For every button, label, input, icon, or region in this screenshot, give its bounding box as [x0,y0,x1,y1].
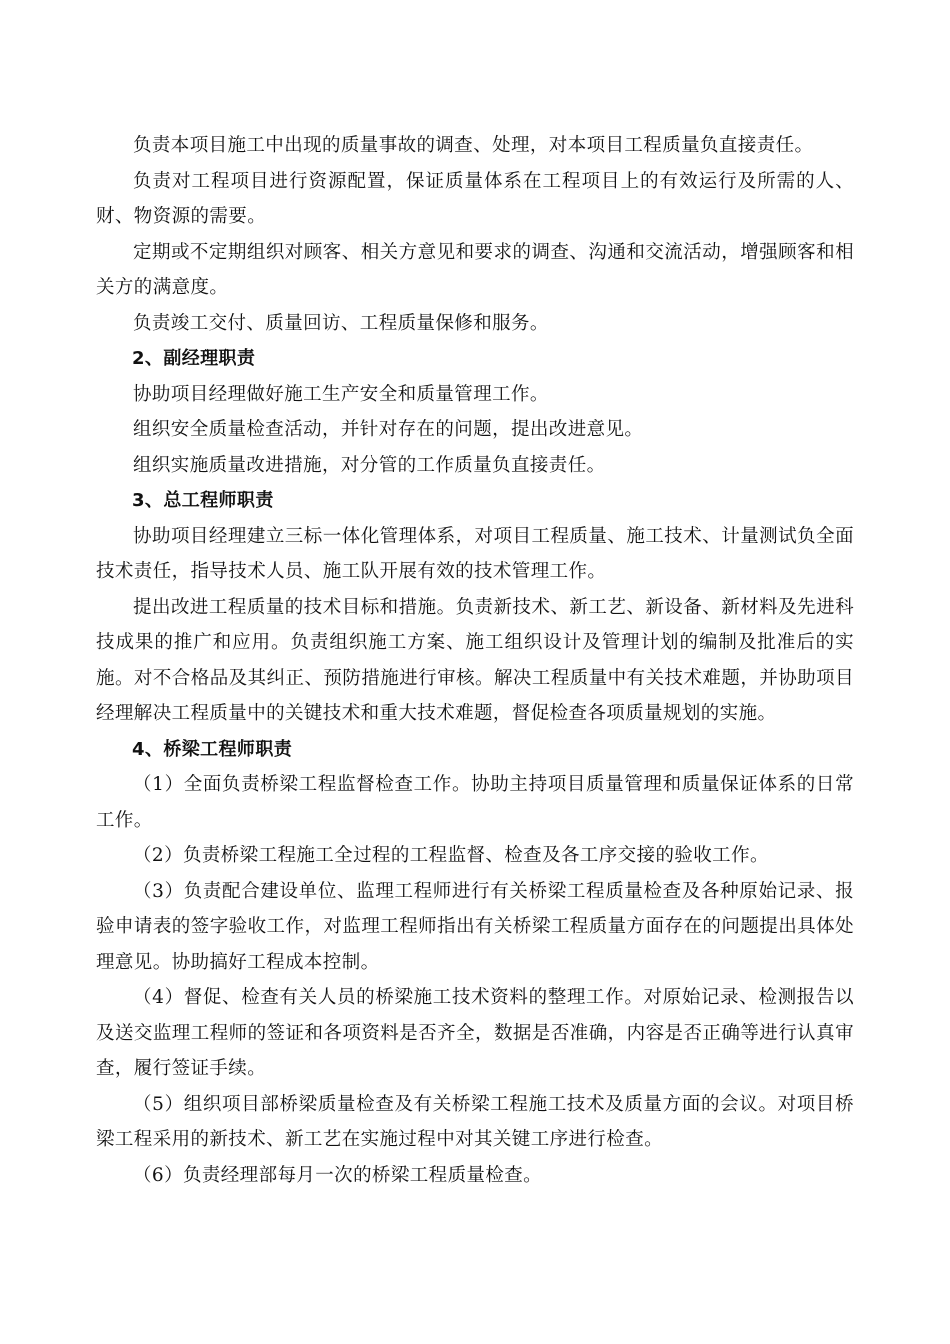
list-item: （6）负责经理部每月一次的桥梁工程质量检查。 [133,1164,543,1186]
paragraph: 负责竣工交付、质量回访、工程质量保修和服务。 [133,312,549,334]
section-heading-chief-engineer: 3、总工程师职责 [132,490,274,511]
document-body [96,128,854,1193]
list-item: （1）全面负责桥梁工程监督检查工作。协助主持项目质量管理和质量保证体系的日常工作。 [96,774,854,831]
paragraph: 定期或不定期组织对顾客、相关方意见和要求的调查、沟通和交流活动，增强顾客和相关方的满意度。 [96,241,854,298]
paragraph: 协助项目经理建立三标一体化管理体系，对项目工程质量、施工技术、计量测试负全面技术责任，指导技术人员、施工队开展有效的技术管理工作。 [96,525,854,582]
paragraph: 协助项目经理做好施工生产安全和质量管理工作。 [133,383,549,405]
section-heading-bridge-engineer: 4、桥梁工程师职责 [132,738,293,760]
list-item: （2）负责桥梁工程施工全过程的工程监督、检查及各工序交接的验收工作。 [133,845,769,866]
paragraph: 组织实施质量改进措施，对分管的工作质量负直接责任。 [133,454,606,476]
paragraph: 组织安全质量检查活动，并针对存在的问题，提出改进意见。 [133,419,644,440]
list-item: （4）督促、检查有关人员的桥梁施工技术资料的整理工作。对原始记录、检测报告以及送交监理工程师的签证和各项资料是否齐全，数据是否准确，内容是否正确等进行认真审查，履行签证手续。 [96,987,854,1079]
section-heading-deputy-manager: 2、副经理职责 [132,348,256,369]
list-item: （3）负责配合建设单位、监理工程师进行有关桥梁工程质量检查及各种原始记录、报验申请表的签字验收工作，对监理工程师指出有关桥梁工程质量方面存在的问题提出具体处理意见。协助搞好工程成本控制。 [96,880,854,973]
paragraph: 提出改进工程质量的技术目标和措施。负责新技术、新工艺、新设备、新材料及先进科技成果的推广和应用。负责组织施工方案、施工组织设计及管理计划的编制及批准后的实施。对不合格品及其纠正、预防措施进行审核。解决工程质量中有关技术难题，并协助项目经理解决工程质量中的关键技术和重大技术难题，督促检查各项质量规划的实施。 [96,596,854,724]
list-item: （5）组织项目部桥梁质量检查及有关桥梁工程施工技术及质量方面的会议。对项目桥梁工程采用的新技术、新工艺在实施过程中对其关键工序进行检查。 [96,1093,854,1150]
paragraph: 负责本项目施工中出现的质量事故的调查、处理，对本项目工程质量负直接责任。 [133,135,814,156]
paragraph: 负责对工程项目进行资源配置，保证质量体系在工程项目上的有效运行及所需的人、财、物资源的需要。 [96,170,854,227]
